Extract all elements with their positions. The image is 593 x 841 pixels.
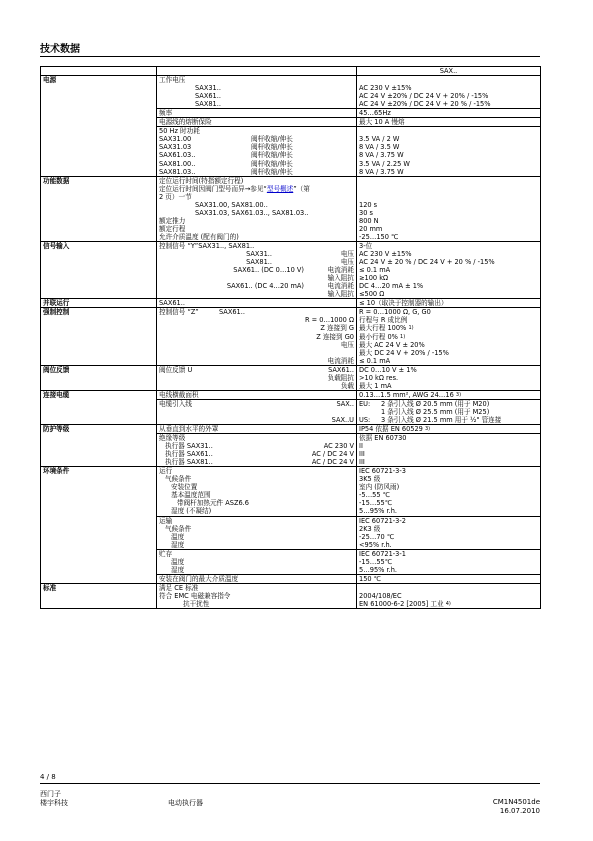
section-parallel-title: 并联运行	[41, 299, 157, 308]
model-label: SAX31.03	[159, 143, 192, 152]
param-label: Z 连接到 G	[320, 324, 354, 333]
param-label	[159, 349, 354, 357]
spec-value	[359, 193, 538, 201]
type-overview-link[interactable]: 型号概述	[266, 184, 294, 193]
spec-value: 2K3 级	[359, 524, 381, 533]
spec-label: 湿度 (不凝结)	[171, 507, 212, 516]
spec-label: 2 页）一节	[159, 192, 192, 201]
model-label: SAX..	[336, 399, 354, 408]
supply-label: AC / DC 24 V	[311, 450, 354, 459]
spec-label: SAX31.03, SAX61.03.., SAX81.03..	[195, 208, 309, 217]
footer-date: 16.07.2010	[499, 807, 540, 815]
model-label: 执行器 SAX61..	[165, 450, 213, 459]
supply-label: AC 230 V	[323, 442, 354, 451]
spec-label: 运行	[159, 467, 173, 476]
spec-value: 2 条引入线 Ø 20.5 mm (用于 M20)	[381, 399, 490, 408]
spec-value: AC 24 V ± 20 % / DC 24 V + 20 % / -15%	[359, 258, 495, 267]
section-feedback-title: 阀位反馈	[41, 365, 157, 390]
spec-label: 频率	[159, 109, 173, 118]
page-number: 4 / 8	[40, 773, 56, 781]
spec-value: AC 230 V ±15%	[359, 84, 412, 93]
param-label: 电压	[340, 258, 354, 267]
spec-label: 工作电压	[159, 76, 186, 85]
spec-value: 3.5 VA / 2 W	[359, 135, 400, 144]
footer-doc-number: CM1N4501de	[492, 798, 540, 806]
spec-label: 温度	[171, 532, 185, 541]
region-label: EU:	[359, 399, 371, 408]
spec-value: 120 s	[359, 200, 378, 209]
spec-value: 8 VA / 3.75 W	[359, 151, 404, 160]
spec-label: 50 Hz 时功耗	[159, 127, 200, 136]
param-label: 电流消耗	[327, 282, 354, 291]
section-function-title: 功能数据	[41, 176, 157, 241]
spec-value: 2004/108/EC	[359, 591, 402, 600]
spec-value: 行程与 R 成比例	[359, 316, 408, 325]
model-label: SAX..U	[331, 415, 354, 424]
model-label: SAX81.03..	[159, 167, 196, 176]
spec-value: 20 mm	[359, 224, 383, 233]
spec-value: 3-位	[359, 241, 373, 250]
spec-label: 定位运行时间(特指额定行程)	[159, 176, 244, 185]
spec-value: >10 kΩ res.	[359, 373, 399, 382]
spec-value: 8 VA / 3.5 W	[359, 143, 400, 152]
spec-value: ≤ 10（取决于控制器的输出）	[359, 299, 448, 308]
model-label: SAX31.00	[159, 135, 192, 144]
footnote-mark: 1)	[408, 325, 414, 332]
supply-label: AC / DC 24 V	[311, 458, 354, 467]
footer-division: 楼宇科技	[40, 799, 68, 807]
spec-value	[359, 185, 538, 193]
spec-value: 最大 AC 24 V ± 20%	[359, 340, 425, 349]
footer-rule	[40, 783, 540, 784]
spec-label: 湿度	[171, 565, 185, 574]
spec-value: 最大行程 100%	[359, 324, 407, 333]
spec-label: 气候条件	[165, 524, 192, 533]
spec-value: 8 VA / 3.75 W	[359, 167, 404, 176]
spec-label: 抗干扰性	[183, 600, 210, 608]
spec-label: 电线横截面积	[159, 390, 199, 399]
spec-value: 1 条引入线 Ø 25.5 mm (用于 M25)	[381, 407, 490, 416]
spec-value: IEC 60721-3-3	[359, 467, 406, 476]
spec-value	[359, 76, 538, 84]
param-label: 输入阻抗	[327, 274, 354, 283]
spec-value: <95% r.h.	[359, 540, 392, 549]
spec-value: -5…55 ℃	[359, 491, 391, 500]
model-label: SAX61.. (DC 4…20 mA)	[226, 282, 304, 291]
spec-label: 控制信号 “Z”	[159, 308, 199, 317]
op-label: 阀杆收缩/伸长	[251, 159, 293, 168]
spec-label: 湿度	[171, 540, 185, 549]
spec-value: IP54 依据 EN 60529	[359, 425, 423, 434]
spec-value	[359, 127, 538, 135]
spec-label: SAX81..	[195, 100, 221, 109]
table-row	[41, 365, 541, 390]
spec-label: 满足 CE 标准	[159, 583, 199, 592]
table-row	[41, 76, 541, 109]
spec-label: 电缆引入线	[159, 399, 192, 408]
spec-label: SAX31.00, SAX81.00..	[195, 200, 268, 209]
spec-value: 3K5 级	[359, 475, 381, 484]
spec-value: 最大 10 A 慢熔	[359, 118, 405, 127]
spec-label: SAX61..	[195, 92, 221, 101]
op-label: 阀杆收缩/伸长	[251, 135, 293, 144]
spec-label: 电源线的熔断保险	[159, 118, 212, 127]
spec-label: 从垂直到水平的外罩	[159, 425, 219, 434]
footnote-mark: 3)	[455, 391, 462, 398]
spec-value: R = 0…1000 Ω, G, G0	[359, 308, 431, 317]
table-row	[41, 176, 541, 241]
param-label: 负载	[340, 381, 354, 390]
table-row	[41, 467, 541, 516]
model-label: 执行器 SAX81..	[165, 458, 213, 467]
table-row	[41, 308, 541, 365]
spec-label: 定位运行时间因阀门型号而异→参见“	[159, 184, 267, 193]
model-label: SAX61.. (DC 0…10 V)	[233, 266, 304, 275]
param-label: 输入阻抗	[327, 290, 354, 299]
spec-label: 绝缘等级	[159, 434, 186, 443]
spec-label: 控制信号 “Y”SAX31.., SAX81..	[159, 241, 255, 250]
spec-label: 贮存	[159, 549, 173, 558]
spec-label: 额定推力	[159, 216, 186, 225]
param-label: 电流消耗	[327, 266, 354, 275]
spec-label: 符合 EMC 电磁兼容指令	[159, 591, 231, 600]
model-label: SAX81..	[246, 258, 272, 267]
param-label: 电压	[340, 250, 354, 259]
spec-table	[40, 66, 541, 609]
spec-label: 安装位置	[171, 483, 198, 492]
spec-value: 最大 1 mA	[359, 381, 392, 390]
spec-value: -15…55℃	[359, 557, 393, 566]
spec-value: ≤ 0.1 mA	[359, 266, 391, 275]
spec-value: III	[359, 458, 365, 467]
spec-value: IEC 60721-3-2	[359, 516, 406, 525]
model-label: SAX61.03..	[159, 151, 196, 160]
footnote-mark: 3)	[424, 426, 431, 433]
table-header-row	[41, 67, 541, 76]
spec-label: 基本温度范围	[171, 491, 211, 500]
spec-value: 3.5 VA / 2.25 W	[359, 159, 410, 168]
op-label: 阀杆收缩/伸长	[251, 143, 293, 152]
spec-label: 允许介质温度 (配有阀门的)	[159, 232, 239, 241]
spec-value: III	[359, 450, 365, 459]
spec-value: ≤500 Ω	[359, 290, 385, 299]
spec-value: IEC 60721-3-1	[359, 549, 406, 558]
table-row	[41, 299, 541, 308]
spec-value: -25…70 ℃	[359, 532, 395, 541]
spec-value: AC 230 V ±15%	[359, 250, 412, 259]
spec-label: 温度	[171, 557, 185, 566]
table-row	[41, 583, 541, 608]
section-forced-title: 强制控制	[41, 308, 157, 365]
spec-value	[359, 584, 538, 592]
spec-value: 5…95% r.h.	[359, 565, 398, 574]
spec-value: DC 0…10 V ± 1%	[359, 365, 417, 374]
spec-label: SAX31..	[195, 84, 221, 93]
spec-value: AC 24 V ±20% / DC 24 V + 20 % / -15%	[359, 100, 491, 109]
page-title: 技术数据	[40, 44, 80, 55]
op-label: 阀杆收缩/伸长	[251, 167, 293, 176]
model-label: SAX31..	[246, 250, 272, 259]
spec-label: 安装在阀门的最大介质温度	[159, 574, 239, 583]
spec-value: -25…150 ℃	[359, 232, 399, 241]
spec-value: 150 ℃	[359, 574, 382, 583]
spec-value: ≤ 0.1 mA	[359, 356, 391, 365]
spec-value: 0.13…1.5 mm², AWG 24…16	[359, 390, 454, 399]
model-label: SAX81.00..	[159, 159, 196, 168]
section-signal-input-title: 信号输入	[41, 241, 157, 298]
footer-product: 电动执行器	[168, 799, 203, 807]
spec-value: 最大 DC 24 V + 20% / -15%	[359, 348, 449, 357]
section-protection-title: 防护等级	[41, 425, 157, 467]
spec-value: ≥100 kΩ	[359, 274, 389, 283]
param-label: 负载阻抗	[327, 373, 354, 382]
spec-label: 气候条件	[165, 475, 192, 484]
section-power-title: 电源	[41, 76, 157, 177]
spec-value: 室内 (防风雨)	[359, 483, 400, 492]
spec-value: 5…95% r.h.	[359, 507, 398, 516]
model-label: 执行器 SAX31..	[165, 442, 213, 451]
spec-label: 带阀杆加热元件 ASZ6.6	[177, 499, 249, 508]
title-rule	[40, 56, 540, 57]
model-label: SAX61..	[328, 365, 354, 374]
spec-value	[359, 177, 538, 185]
footnote-mark: 4)	[445, 601, 451, 607]
spec-value: AC 24 V ±20% / DC 24 V + 20% / -15%	[359, 92, 489, 101]
table-row	[41, 241, 541, 298]
spec-value: 30 s	[359, 208, 373, 217]
spec-value: 3 条引入线 Ø 21.5 mm 用于 ½" 管连接	[381, 415, 502, 424]
region-label: US:	[359, 415, 371, 424]
spec-value: 依据 EN 60730	[359, 434, 407, 443]
spec-value: -15…55℃	[359, 499, 393, 508]
table-row	[41, 425, 541, 434]
spec-label: ”（第	[293, 184, 310, 193]
op-label: 阀杆收缩/伸长	[251, 151, 293, 160]
section-environment-title: 环境条件	[41, 467, 157, 584]
param-label: Z 连接到 G0	[316, 332, 354, 341]
spec-label: 额定行程	[159, 224, 186, 233]
table-row	[41, 390, 541, 399]
param-label: 电压	[340, 340, 354, 349]
section-cable-title: 连接电缆	[41, 390, 157, 424]
spec-label: SAX61..	[159, 299, 185, 308]
spec-value: 最小行程 0%	[359, 332, 398, 341]
param-label: R = 0…1000 Ω	[304, 316, 354, 325]
spec-value: EN 61000-6-2 [2005] 工业	[359, 600, 444, 608]
spec-label: 阀位反馈 U	[159, 365, 193, 374]
model-label: SAX61..	[219, 308, 245, 317]
footnote-mark: 1)	[400, 333, 406, 340]
product-header: SAX..	[357, 67, 541, 76]
spec-value: 45…65Hz	[359, 109, 391, 118]
section-standards-title: 标准	[41, 583, 157, 608]
spec-value: 800 N	[359, 216, 379, 225]
spec-value: DC 4…20 mA ± 1%	[359, 282, 424, 291]
footer-company: 西门子	[40, 790, 61, 798]
param-label: 电流消耗	[327, 356, 354, 365]
spec-value: II	[359, 442, 363, 451]
spec-label: 运输	[159, 516, 173, 525]
